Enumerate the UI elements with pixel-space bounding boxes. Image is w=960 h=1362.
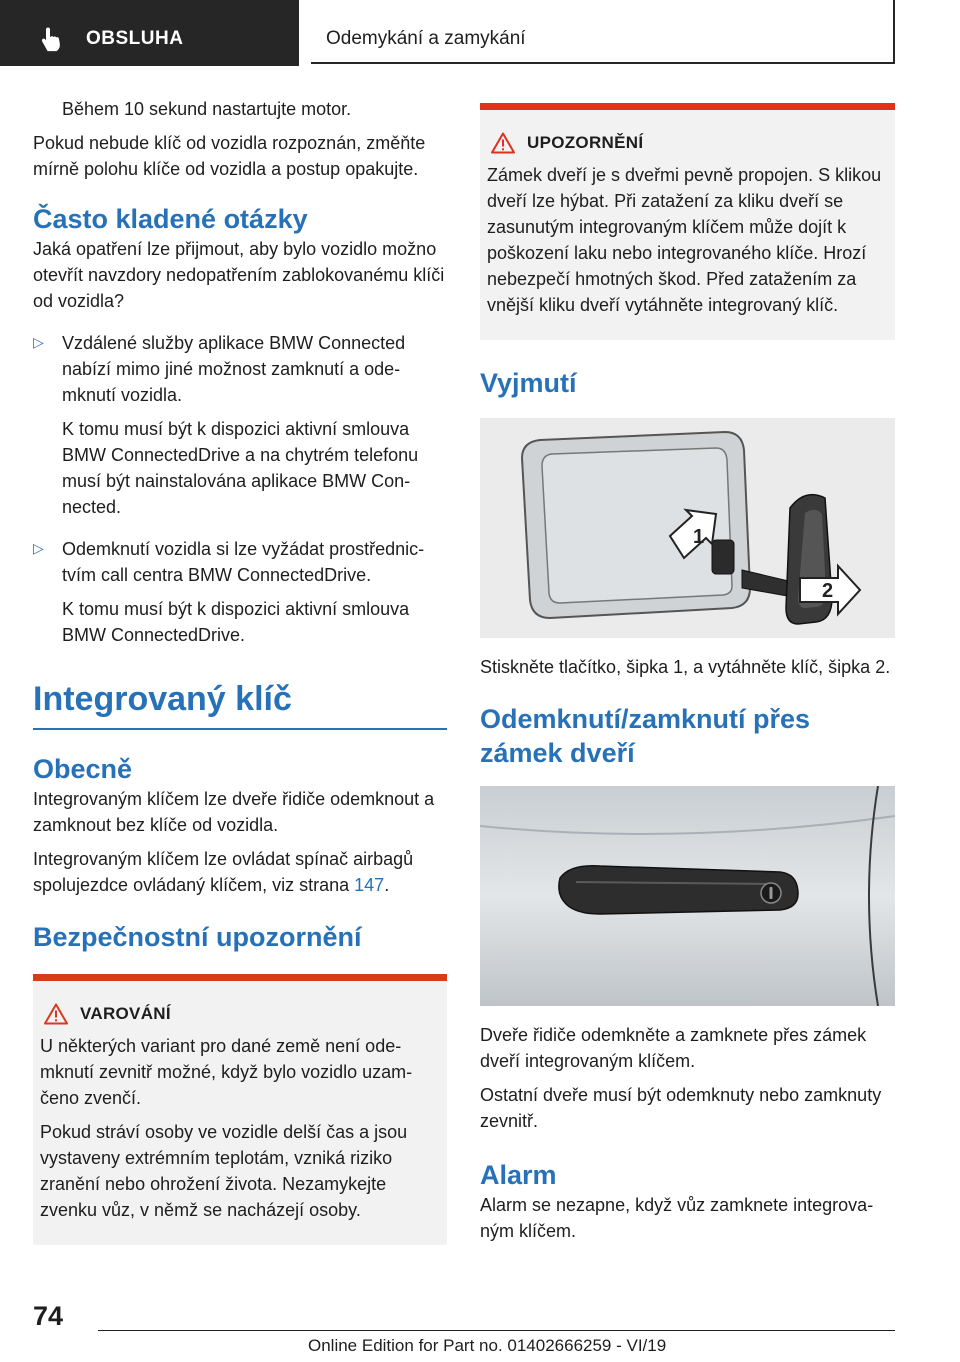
key-illustration <box>480 418 895 638</box>
warning-title: VAROVÁNÍ <box>80 1004 171 1023</box>
bullet-subtext: K tomu musí být k dispozici aktivní smlouva BMW ConnectedDrive a na chytrém telefonu musí být nainstalována aplikace BMW Connected. <box>62 419 419 517</box>
triangle-bullet-icon: ▷ <box>33 540 44 556</box>
lock-text-other-doors: Ostatní dveře musí být odemknuty nebo zamknuty zevnitř. <box>480 1085 882 1131</box>
intro-note: Pokud nebude klíč od vozidla rozpoznán, změňte mírně polohu klíče od vozidla a postup opakujte. <box>33 133 426 179</box>
notice-triangle-icon <box>491 132 515 154</box>
lock-text: Dveře řidiče odemkněte a zamknete přes zámek dveří integrovaným klíčem. <box>480 1025 867 1071</box>
notice-text: Zámek dveří je s dveřmi pevně propojen. S klikou dveří lze hýbat. Při zatažení za kliku dveří se zasunutým integrovaným klíčem může dojít k poškození laku nebo integrovaného klíče. Hrozí nebezpečí hmotných škod. Před zatažením za vnější kliku dveří vytáhněte integrovaný klíč. <box>487 165 882 315</box>
arrow-2-label: 2 <box>822 580 834 602</box>
general-paragraph-airbag: Integrovaným klíčem lze ovládat spínač airbagů spolujezdce ovládaný klíčem, viz strana 147. <box>33 849 414 895</box>
notice-title-row <box>487 132 887 154</box>
arrow-1-label: 1 <box>693 526 705 548</box>
triangle-bullet-icon: ▷ <box>33 334 44 350</box>
faq-question: Jaká opatření lze přijmout, aby bylo vozidlo možno otevřít navzdory nedopatřením zablokovanému klíči od vozidla? <box>33 239 445 311</box>
removal-heading: Vyjmutí <box>480 368 577 398</box>
edition-note: Online Edition for Part no. 01402666259 - VI/19 <box>308 1336 667 1355</box>
faq-heading: Často kladené otázky <box>33 204 308 234</box>
bullet-text: Odemknutí vozidla si lze vyžádat prostřednictvím call centra BMW ConnectedDrive. <box>62 539 425 585</box>
alarm-heading: Alarm <box>480 1160 557 1190</box>
intro-step: Během 10 sekund nastartujte motor. <box>62 99 352 119</box>
bullet-item <box>33 330 447 520</box>
section-label: OBSLUHA <box>86 28 184 49</box>
safety-heading: Bezpečnostní upozornění <box>33 922 362 952</box>
bullet-text: Vzdálené služby aplikace BMW Connected nabízí mimo jiné možnost zamknutí a odemknutí vozidla. <box>62 333 406 405</box>
right-column <box>480 103 895 1244</box>
door-handle-illustration <box>480 786 895 1006</box>
section-tab <box>0 0 299 66</box>
page-number: 74 <box>33 1301 64 1331</box>
bullet-subtext: K tomu musí být k dispozici aktivní smlouva BMW ConnectedDrive. <box>62 599 410 645</box>
removal-text: Stiskněte tlačítko, šipka 1, a vytáhněte klíč, šipka 2. <box>480 657 891 677</box>
bullet-item <box>33 536 447 648</box>
warning-text: U některých variant pro dané země není odemknutí zevnitř možné, když bylo vozidlo uzamčeno zvenčí. <box>40 1036 413 1108</box>
key-removal-figure <box>480 418 895 638</box>
warning-triangle-icon <box>44 1003 68 1025</box>
general-paragraph: Integrovaným klíčem lze dveře řidiče odemknout a zamknout bez klíče od vozidla. <box>33 789 435 835</box>
heading-rule <box>33 728 447 730</box>
door-lock-figure <box>480 786 895 1006</box>
general-heading: Obecně <box>33 754 133 784</box>
alarm-text: Alarm se nezapne, když vůz zamknete integrovaným klíčem. <box>480 1195 874 1241</box>
chapter-title: Odemykání a zamykání <box>326 28 526 49</box>
notice-title: UPOZORNĚNÍ <box>527 133 644 152</box>
chapter-box <box>311 0 895 64</box>
page-header <box>0 0 960 66</box>
main-heading: Integrovaný klíč <box>33 680 292 718</box>
notice-box <box>480 103 895 340</box>
warning-title-row <box>40 1003 439 1025</box>
left-column <box>33 96 447 1245</box>
page-link-147[interactable]: 147 <box>354 875 385 895</box>
warning-text: Pokud stráví osoby ve vozidle delší čas a jsou vystaveny extrémním teplotám, vzniká riziko zranění nebo ohrožení života. Nezamykejte zvenku vůz, v němž se nacházejí osoby. <box>40 1122 408 1220</box>
warning-box <box>33 974 447 1245</box>
footer-rule <box>98 1330 895 1331</box>
lock-heading: Odemknutí/zamknutí přes zámek dveří <box>480 704 811 768</box>
hand-pointer-icon <box>40 26 64 52</box>
